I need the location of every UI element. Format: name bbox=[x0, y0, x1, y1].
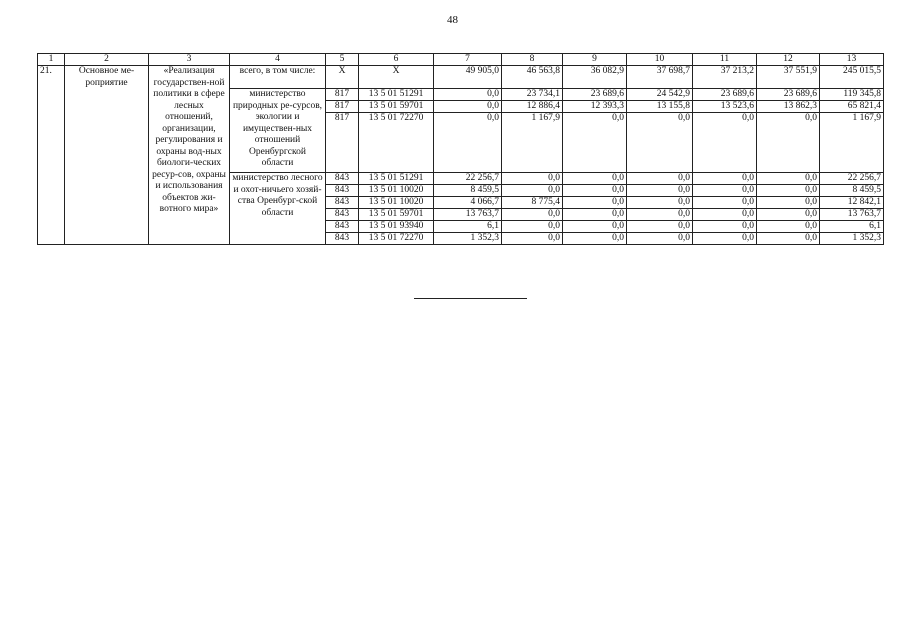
value-cell: 0,0 bbox=[693, 197, 757, 209]
row-number: 21. bbox=[38, 66, 65, 245]
grbs-cell: 843 bbox=[326, 185, 359, 197]
value-cell: 0,0 bbox=[757, 113, 820, 173]
value-cell: 0,0 bbox=[693, 221, 757, 233]
value-cell: 0,0 bbox=[757, 173, 820, 185]
value-cell: 37 551,9 bbox=[757, 66, 820, 89]
value-cell: 1 352,3 bbox=[820, 233, 884, 245]
kbk-cell: 13 5 01 72270 bbox=[359, 233, 434, 245]
value-cell: 23 734,1 bbox=[502, 89, 563, 101]
value-cell: 13 155,8 bbox=[627, 101, 693, 113]
value-cell: 24 542,9 bbox=[627, 89, 693, 101]
grbs-cell: Х bbox=[326, 66, 359, 89]
table-row-total bbox=[38, 66, 884, 89]
value-cell: 46 563,8 bbox=[502, 66, 563, 89]
value-cell: 6,1 bbox=[434, 221, 502, 233]
grbs-cell: 843 bbox=[326, 173, 359, 185]
header-cell: 7 bbox=[434, 54, 502, 66]
grbs-cell: 817 bbox=[326, 113, 359, 173]
value-cell: 0,0 bbox=[693, 173, 757, 185]
value-cell: 0,0 bbox=[627, 221, 693, 233]
value-cell: 0,0 bbox=[434, 89, 502, 101]
grbs-cell: 843 bbox=[326, 197, 359, 209]
header-cell: 2 bbox=[65, 54, 149, 66]
value-cell: 0,0 bbox=[563, 197, 627, 209]
kbk-cell: 13 5 01 93940 bbox=[359, 221, 434, 233]
header-cell: 3 bbox=[149, 54, 230, 66]
grbs-cell: 817 bbox=[326, 101, 359, 113]
header-cell: 1 bbox=[38, 54, 65, 66]
kbk-cell: 13 5 01 59701 bbox=[359, 209, 434, 221]
executor-ministry-forestry: министерство лесного и охот-ничьего хозяй-ства Оренбург-ской области bbox=[230, 173, 326, 245]
header-cell: 10 bbox=[627, 54, 693, 66]
value-cell: 0,0 bbox=[627, 233, 693, 245]
header-row bbox=[38, 54, 884, 66]
value-cell: 37 213,2 bbox=[693, 66, 757, 89]
value-cell: 0,0 bbox=[563, 185, 627, 197]
value-cell: 0,0 bbox=[693, 209, 757, 221]
budget-table bbox=[37, 53, 884, 245]
executor-ministry-natural-resources: министерство природных ре-сурсов, экологии и имуществен-ных отношений Оренбургской области bbox=[230, 89, 326, 173]
kbk-cell: Х bbox=[359, 66, 434, 89]
value-cell: 0,0 bbox=[627, 185, 693, 197]
value-cell: 0,0 bbox=[627, 197, 693, 209]
value-cell: 1 167,9 bbox=[502, 113, 563, 173]
value-cell: 23 689,6 bbox=[757, 89, 820, 101]
grbs-cell: 817 bbox=[326, 89, 359, 101]
value-cell: 37 698,7 bbox=[627, 66, 693, 89]
value-cell: 22 256,7 bbox=[434, 173, 502, 185]
value-cell: 13 763,7 bbox=[434, 209, 502, 221]
value-cell: 36 082,9 bbox=[563, 66, 627, 89]
value-cell: 0,0 bbox=[434, 113, 502, 173]
value-cell: 0,0 bbox=[757, 209, 820, 221]
value-cell: 1 352,3 bbox=[434, 233, 502, 245]
value-cell: 13 862,3 bbox=[757, 101, 820, 113]
value-cell: 0,0 bbox=[757, 185, 820, 197]
value-cell: 22 256,7 bbox=[820, 173, 884, 185]
header-cell: 12 bbox=[757, 54, 820, 66]
grbs-cell: 843 bbox=[326, 221, 359, 233]
header-cell: 9 bbox=[563, 54, 627, 66]
header-cell: 13 bbox=[820, 54, 884, 66]
grbs-cell: 843 bbox=[326, 209, 359, 221]
value-cell: 65 821,4 bbox=[820, 101, 884, 113]
header-cell: 6 bbox=[359, 54, 434, 66]
header-cell: 11 bbox=[693, 54, 757, 66]
value-cell: 0,0 bbox=[502, 221, 563, 233]
value-cell: 13 763,7 bbox=[820, 209, 884, 221]
value-cell: 0,0 bbox=[502, 209, 563, 221]
value-cell: 6,1 bbox=[820, 221, 884, 233]
value-cell: 8 459,5 bbox=[434, 185, 502, 197]
value-cell: 0,0 bbox=[757, 197, 820, 209]
value-cell: 0,0 bbox=[627, 113, 693, 173]
kbk-cell: 13 5 01 10020 bbox=[359, 185, 434, 197]
value-cell: 0,0 bbox=[627, 209, 693, 221]
value-cell: 0,0 bbox=[563, 233, 627, 245]
value-cell: 245 015,5 bbox=[820, 66, 884, 89]
value-cell: 0,0 bbox=[757, 233, 820, 245]
value-cell: 4 066,7 bbox=[434, 197, 502, 209]
footer-divider bbox=[414, 298, 527, 299]
value-cell: 0,0 bbox=[502, 173, 563, 185]
value-cell: 0,0 bbox=[502, 185, 563, 197]
value-cell: 0,0 bbox=[434, 101, 502, 113]
value-cell: 0,0 bbox=[563, 209, 627, 221]
value-cell: 1 167,9 bbox=[820, 113, 884, 173]
kbk-cell: 13 5 01 72270 bbox=[359, 113, 434, 173]
grbs-cell: 843 bbox=[326, 233, 359, 245]
kbk-cell: 13 5 01 10020 bbox=[359, 197, 434, 209]
value-cell: 49 905,0 bbox=[434, 66, 502, 89]
event-name: «Реализация государствен-ной политики в сфере лесных отношений, организации, регулирования и охраны вод-ных биологи-ческих ресур-сов, охраны и использования объектов жи-вотного мира» bbox=[149, 66, 230, 245]
value-cell: 8 459,5 bbox=[820, 185, 884, 197]
executor-total: всего, в том числе: bbox=[230, 66, 326, 89]
header-cell: 5 bbox=[326, 54, 359, 66]
event-type: Основное ме- роприятие bbox=[65, 66, 149, 245]
value-cell: 0,0 bbox=[693, 113, 757, 173]
value-cell: 0,0 bbox=[502, 233, 563, 245]
header-cell: 8 bbox=[502, 54, 563, 66]
value-cell: 119 345,8 bbox=[820, 89, 884, 101]
value-cell: 0,0 bbox=[627, 173, 693, 185]
value-cell: 12 842,1 bbox=[820, 197, 884, 209]
value-cell: 8 775,4 bbox=[502, 197, 563, 209]
value-cell: 0,0 bbox=[757, 221, 820, 233]
value-cell: 12 886,4 bbox=[502, 101, 563, 113]
value-cell: 0,0 bbox=[563, 173, 627, 185]
value-cell: 23 689,6 bbox=[693, 89, 757, 101]
page-number: 48 bbox=[447, 14, 458, 26]
value-cell: 0,0 bbox=[693, 233, 757, 245]
kbk-cell: 13 5 01 59701 bbox=[359, 101, 434, 113]
value-cell: 0,0 bbox=[563, 221, 627, 233]
value-cell: 13 523,6 bbox=[693, 101, 757, 113]
kbk-cell: 13 5 01 51291 bbox=[359, 173, 434, 185]
kbk-cell: 13 5 01 51291 bbox=[359, 89, 434, 101]
value-cell: 0,0 bbox=[693, 185, 757, 197]
header-cell: 4 bbox=[230, 54, 326, 66]
value-cell: 12 393,3 bbox=[563, 101, 627, 113]
value-cell: 23 689,6 bbox=[563, 89, 627, 101]
value-cell: 0,0 bbox=[563, 113, 627, 173]
